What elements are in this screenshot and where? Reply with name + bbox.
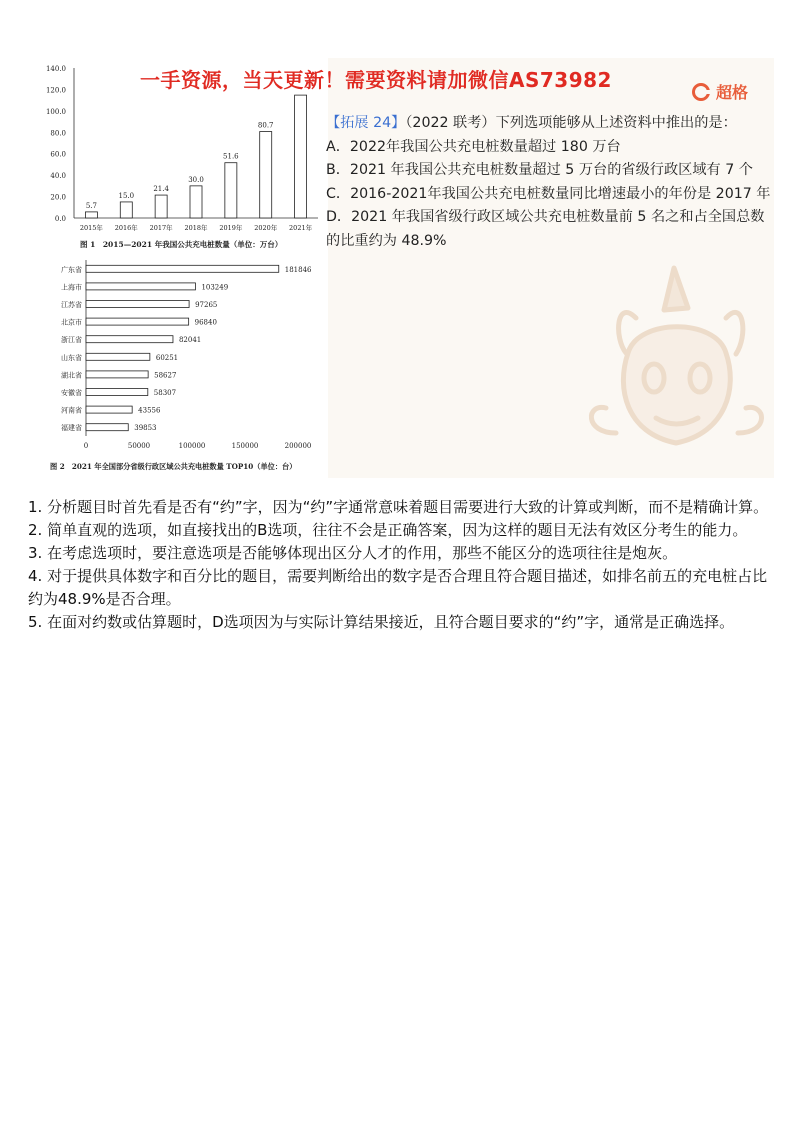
category-label: 浙江省 (61, 336, 82, 345)
bar (190, 186, 202, 218)
data-label: 103249 (201, 283, 229, 292)
brand-name: 超格 (715, 83, 748, 102)
charts-panel (28, 58, 328, 478)
option-a: A．2022年我国公共充电桩数量超过 180 万台 (326, 138, 621, 155)
y-tick-label: 20.0 (50, 193, 66, 202)
x-tick-label: 2019年 (219, 224, 243, 232)
x-tick-label: 2021年 (289, 224, 313, 232)
data-label: 51.6 (223, 152, 239, 161)
bar (86, 336, 173, 343)
bar (295, 95, 307, 218)
bar (260, 132, 272, 218)
data-label: 5.7 (85, 201, 97, 210)
category-label: 北京市 (61, 318, 82, 327)
question-tag: 【拓展 24】 (326, 115, 406, 131)
bar (86, 265, 279, 272)
bar (86, 301, 189, 308)
x-tick-label: 2015年 (79, 224, 103, 232)
bar (86, 389, 148, 396)
x-tick-label: 2017年 (149, 224, 173, 232)
data-label: 58307 (153, 389, 177, 397)
option-c: C．2016-2021年我国公共充电桩数量同比增速最小的年份是 2017 年 (326, 185, 771, 202)
category-label: 河南省 (61, 406, 82, 415)
note-item: 1. 分析题目时首先看是否有“约”字，因为“约”字通常意味着题目需要进行大致的计算或判断，而不是精确计算。 (28, 498, 769, 516)
data-label: 30.0 (188, 175, 204, 184)
chart-province-top10 (28, 256, 328, 478)
category-label: 江苏省 (61, 301, 82, 309)
question-stem-text: （2022 联考）下列选项能够从上述资料中推出的是： (405, 115, 737, 131)
category-label: 上海市 (61, 283, 82, 292)
x-tick-label: 150000 (231, 442, 259, 450)
y-tick-label: 120.0 (45, 86, 66, 95)
watermark-banner: 一手资源，当天更新！需要资料请加微信AS73982 (140, 68, 612, 92)
note-item: 2. 简单直观的选项，如直接找出的B选项，往往不会是正确答案，因为这样的题目无法有效区分考生的能力。 (28, 521, 748, 539)
brand-c-icon (692, 83, 710, 101)
x-tick-label: 100000 (178, 442, 206, 450)
bar (120, 202, 132, 218)
bar (86, 371, 148, 378)
brand-logo (692, 80, 748, 103)
data-label: 80.7 (257, 121, 274, 130)
y-tick-label: 40.0 (50, 172, 66, 181)
category-label: 福建省 (61, 424, 82, 433)
lecture-slide (28, 58, 774, 478)
bar (85, 212, 97, 218)
bar (86, 424, 128, 431)
bar (155, 195, 167, 218)
y-tick-label: 60.0 (50, 150, 66, 159)
y-tick-label: 0.0 (54, 215, 66, 223)
data-label: 21.4 (153, 185, 169, 194)
x-tick-label: 2016年 (114, 224, 138, 232)
y-tick-label: 100.0 (45, 107, 66, 116)
question-stem (326, 112, 766, 136)
option-b: B．2021 年我国公共充电桩数量超过 5 万台的省级行政区域有 7 个 (326, 162, 753, 178)
option-d-continued: 的比重约为 48.9% (326, 232, 447, 249)
x-tick-label: 200000 (284, 442, 312, 450)
data-label: 60251 (155, 353, 179, 362)
y-tick-label: 80.0 (50, 129, 66, 138)
category-label: 安徽省 (61, 389, 82, 397)
question-block (326, 112, 771, 253)
chart-title: 图 1 2015—2021 年我国公共充电桩数量（单位：万台） (80, 240, 283, 249)
data-label: 15.0 (118, 191, 135, 200)
unicorn-mascot-watermark (576, 258, 774, 478)
bar (86, 283, 195, 290)
y-tick-label: 140.0 (45, 65, 66, 73)
bar (86, 406, 132, 413)
data-label: 43556 (138, 406, 161, 415)
analysis-notes (28, 496, 772, 634)
category-label: 湖北省 (61, 371, 82, 380)
x-tick-label: 2018年 (184, 224, 208, 232)
bar (225, 163, 237, 218)
data-label: 96840 (194, 318, 217, 327)
x-tick-label: 50000 (127, 442, 151, 450)
note-item: 5. 在面对约数或估算题时，D选项因为与实际计算结果接近，且符合题目要求的“约”字，通常是正确选择。 (28, 613, 735, 631)
data-label: 97265 (195, 301, 218, 309)
data-label: 82041 (178, 336, 202, 345)
x-tick-label: 0 (83, 442, 89, 450)
bar (86, 318, 189, 325)
data-label: 39853 (134, 424, 157, 433)
x-tick-label: 2020年 (254, 224, 278, 232)
category-label: 山东省 (61, 353, 82, 362)
data-label: 181846 (284, 265, 312, 274)
chart-title: 图 2 2021 年全国部分省级行政区域公共充电桩数量 TOP10（单位：台） (50, 462, 297, 471)
note-item: 3. 在考虑选项时，要注意选项是否能够体现出区分人才的作用，那些不能区分的选项往往是炮灰。 (28, 544, 678, 562)
note-item: 4. 对于提供具体数字和百分比的题目，需要判断给出的数字是否合理且符合题目描述，如排名前五的充电桩占比约为48.9%是否合理。 (28, 567, 768, 608)
bar (86, 353, 150, 360)
category-label: 广东省 (61, 265, 82, 274)
data-label: 58627 (154, 371, 177, 380)
option-d: D．2021 年我国省级行政区域公共充电桩数量前 5 名之和占全国总数 (326, 209, 765, 225)
